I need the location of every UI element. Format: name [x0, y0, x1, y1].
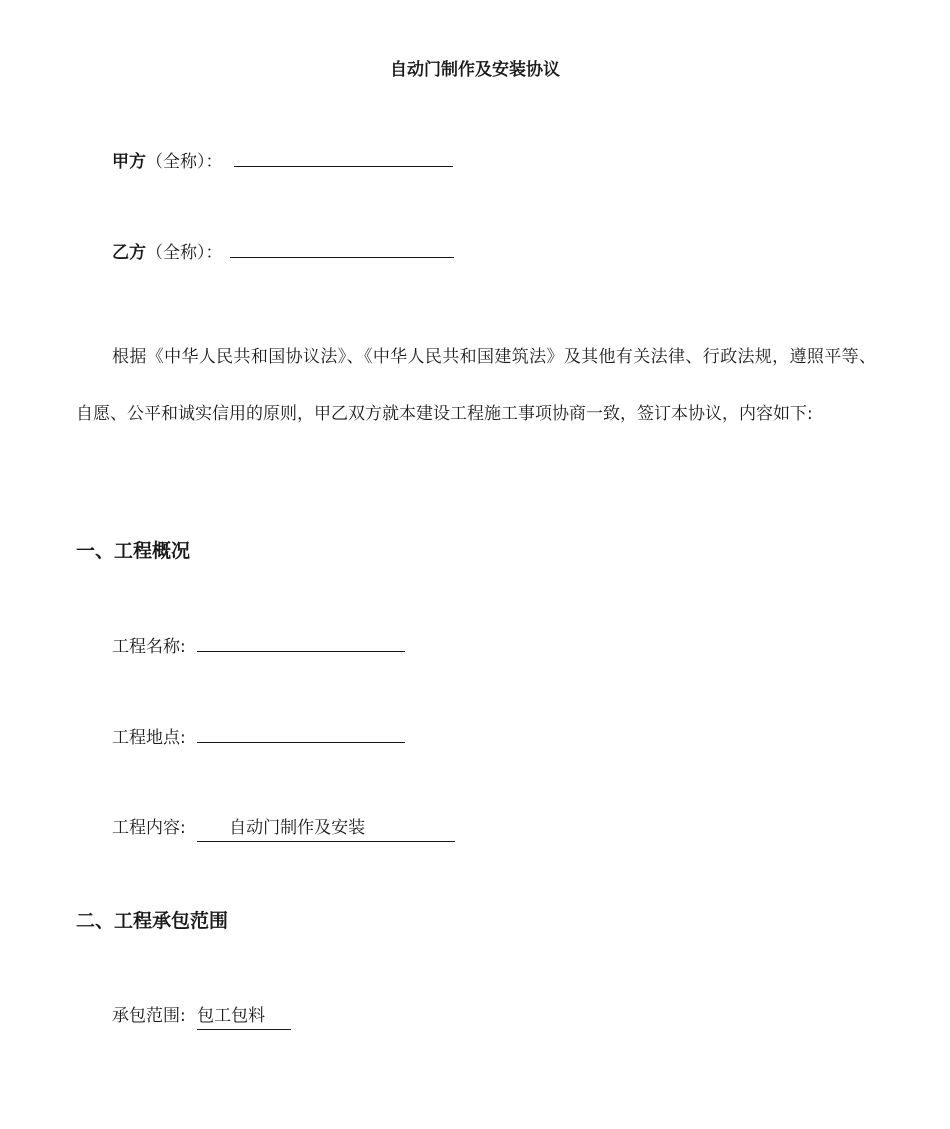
party-b-line [112, 240, 454, 265]
project-name-blank[interactable] [197, 634, 405, 652]
intro-paragraph: 根据《中华人民共和国协议法》、《中华人民共和国建筑法》及其他有关法律、行政法规，遵照平等、自愿、公平和诚实信用的原则，甲乙双方就本建设工程施工事项协商一致，签订本协议，内容如下: [76, 347, 876, 424]
party-a-line [112, 149, 453, 174]
section-2-heading: 二、工程承包范围 [76, 910, 229, 932]
party-b-blank[interactable] [230, 240, 454, 258]
party-a-blank[interactable] [234, 149, 453, 167]
scope-line [112, 1004, 291, 1030]
project-name-label: 工程名称: [112, 637, 186, 657]
project-content-label: 工程内容: [112, 818, 186, 838]
project-content-line [112, 816, 455, 842]
project-location-blank[interactable] [197, 725, 405, 743]
project-content-field[interactable] [197, 816, 455, 842]
project-name-line [112, 634, 405, 659]
party-b-suffix: （全称）： [146, 243, 223, 263]
scope-value: 包工包料 [197, 1006, 266, 1026]
scope-field[interactable] [197, 1004, 291, 1030]
party-b-label: 乙方 [112, 243, 146, 263]
party-a-suffix: （全称）： [146, 152, 223, 172]
document-title: 自动门制作及安装协议 [390, 60, 560, 80]
project-content-value: 自动门制作及安装 [229, 818, 366, 838]
scope-label: 承包范围: [112, 1006, 186, 1026]
section-1-heading: 一、工程概况 [76, 540, 191, 562]
party-a-label: 甲方 [112, 152, 146, 172]
project-location-line [112, 725, 405, 750]
project-location-label: 工程地点: [112, 728, 186, 748]
